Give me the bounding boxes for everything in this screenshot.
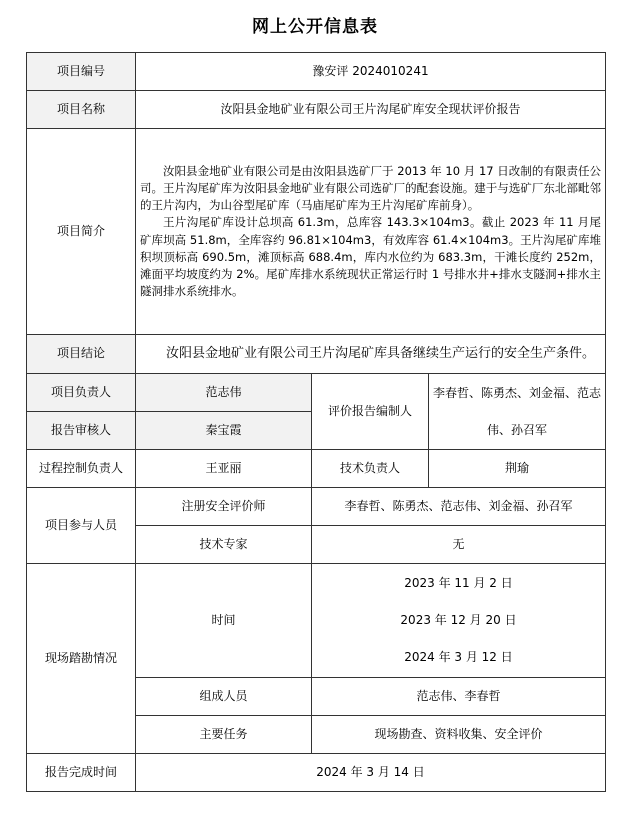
report-compilers-line1: 李春哲、陈勇杰、刘金福、范志 xyxy=(433,385,602,400)
evaluators-value: 李春哲、陈勇杰、范志伟、刘金福、孙召军 xyxy=(312,488,606,526)
report-reviewer-value: 秦宝霞 xyxy=(136,412,312,450)
project-leader-value: 范志伟 xyxy=(136,374,312,412)
project-summary-label: 项目简介 xyxy=(27,129,136,335)
project-conclusion-label: 项目结论 xyxy=(27,335,136,374)
info-table xyxy=(26,52,606,792)
process-controller-label: 过程控制负责人 xyxy=(27,450,136,488)
process-controller-value: 王亚丽 xyxy=(136,450,312,488)
survey-members-value: 范志伟、李春哲 xyxy=(312,678,606,716)
project-conclusion-cell xyxy=(136,335,606,374)
report-reviewer-label: 报告审核人 xyxy=(27,412,136,450)
site-survey-label: 现场踏勘情况 xyxy=(27,564,136,754)
survey-dates xyxy=(312,564,606,678)
tech-leader-value: 荆瑜 xyxy=(429,450,606,488)
participants-label: 项目参与人员 xyxy=(27,488,136,564)
project-conclusion-value: 汝阳县金地矿业有限公司王片沟尾矿库具备继续生产运行的安全生产条件。 xyxy=(166,346,596,362)
survey-tasks-label: 主要任务 xyxy=(136,716,312,754)
report-compilers-value xyxy=(429,374,606,450)
project-name-value: 汝阳县金地矿业有限公司王片沟尾矿库安全现状评价报告 xyxy=(136,91,606,129)
survey-members-label: 组成人员 xyxy=(136,678,312,716)
tech-leader-label: 技术负责人 xyxy=(312,450,429,488)
evaluators-label: 注册安全评价师 xyxy=(136,488,312,526)
report-compilers-line2: 伟、孙召军 xyxy=(487,422,548,437)
survey-time-label: 时间 xyxy=(136,564,312,678)
experts-label: 技术专家 xyxy=(136,526,312,564)
completion-value: 2024 年 3 月 14 日 xyxy=(136,754,606,792)
project-number-value: 豫安评 2024010241 xyxy=(136,53,606,91)
experts-value: 无 xyxy=(312,526,606,564)
summary-paragraph-2: 王片沟尾矿库设计总坝高 61.3m，总库容 143.3×104m3。截止 2023 年 11 月尾矿库坝高 51.8m，全库容约 96.81×104m3，有效库容 61.4×104m3。王片沟尾矿库堆积坝顶标高 690.5m，滩顶标高 688.4m，库内水位约为 683.3m，干滩长度约 252m，滩面平均坡度约为 2%。尾矿库排水系统现状正常运行时 1 号排水井+排水支隧洞+排水主隧洞排水系统排水。 xyxy=(140,215,602,299)
project-leader-label: 项目负责人 xyxy=(27,374,136,412)
report-compilers-label: 评价报告编制人 xyxy=(312,374,429,450)
summary-paragraph-1: 汝阳县金地矿业有限公司是由汝阳县选矿厂于 2013 年 10 月 17 日改制的有限责任公司。王片沟尾矿库为汝阳县金地矿业有限公司选矿厂的配套设施。建于与选矿厂东北部毗邻的王片沟内，为山谷型尾矿库（马庙尾矿库为王片沟尾矿库前身）。 xyxy=(140,163,602,212)
project-number-label: 项目编号 xyxy=(27,53,136,91)
project-summary-content xyxy=(136,129,606,335)
project-name-label: 项目名称 xyxy=(27,91,136,129)
survey-date-1: 2023 年 11 月 2 日 xyxy=(404,576,513,590)
survey-date-3: 2024 年 3 月 12 日 xyxy=(404,650,513,664)
page-title: 网上公开信息表 xyxy=(252,17,378,37)
survey-date-2: 2023 年 12 月 20 日 xyxy=(400,613,517,627)
completion-label: 报告完成时间 xyxy=(27,754,136,792)
survey-tasks-value: 现场勘查、资料收集、安全评价 xyxy=(312,716,606,754)
